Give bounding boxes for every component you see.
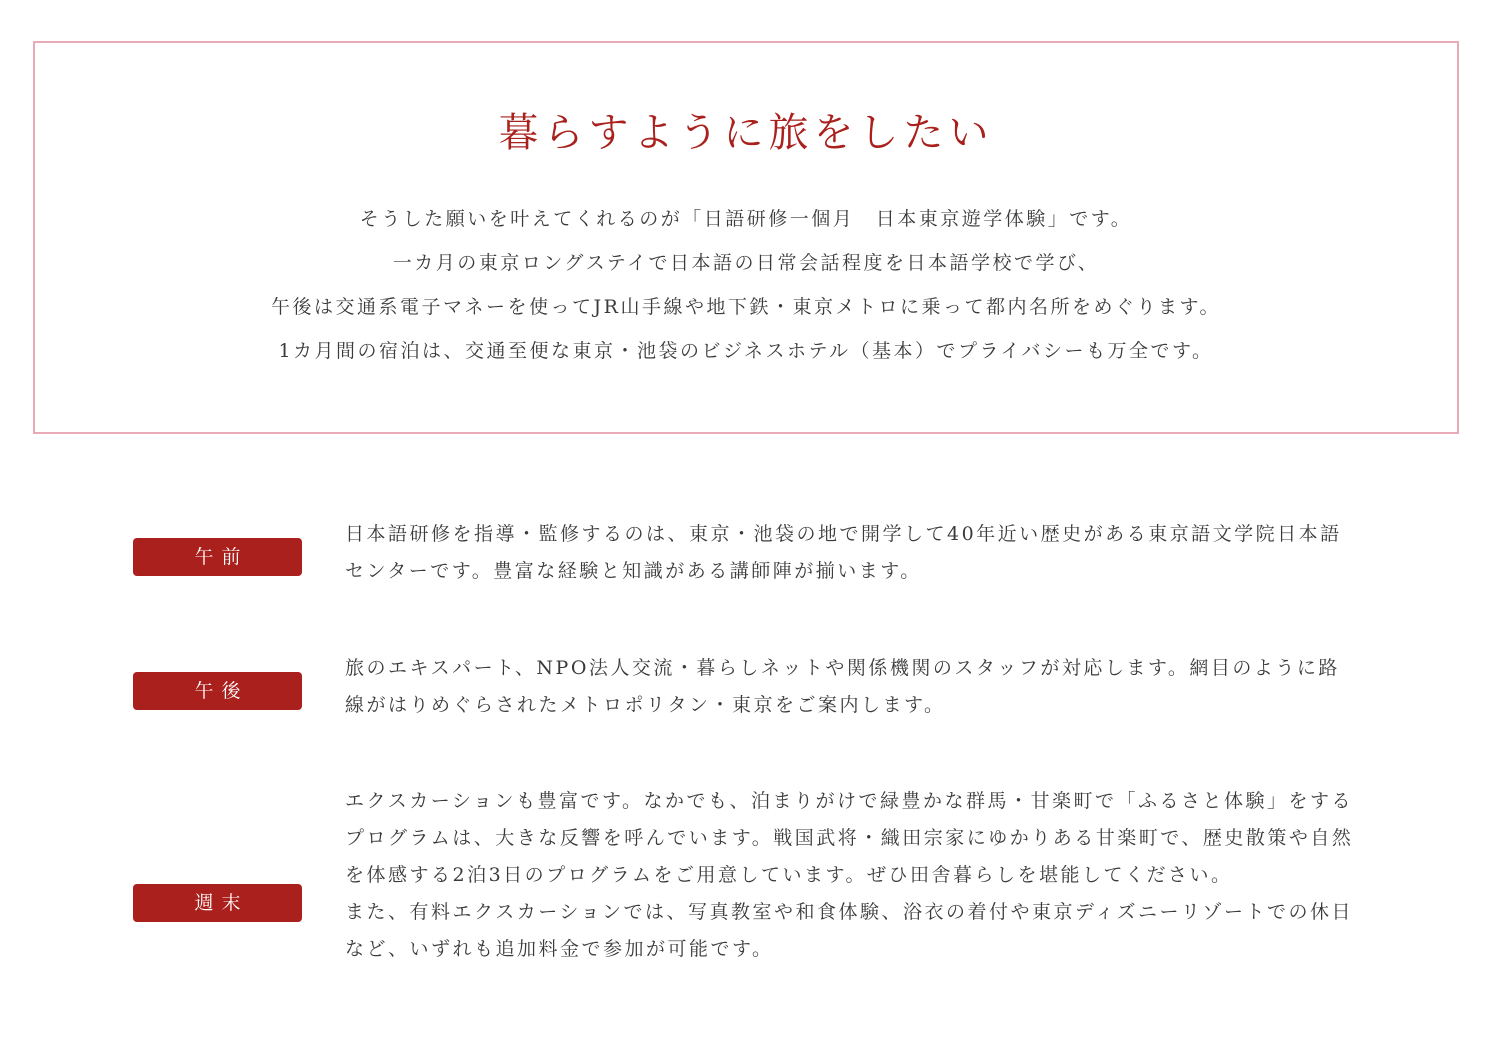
intro-line-4: 1カ月間の宿泊は、交通至便な東京・池袋のビジネスホテル（基本）でプライバシーも万全です。 [278, 340, 1214, 362]
section-paragraph: また、有料エクスカーションでは、写真教室や和食体験、浴衣の着付や東京ディズニーリゾートでの休日など、いずれも追加料金で参加が可能です。 [345, 901, 1354, 960]
section-paragraph: エクスカーションも豊富です。なかでも、泊まりがけで緑豊かな群馬・甘楽町で「ふるさと体験」をするプログラムは、大きな反響を呼んでいます。戦国武将・織田宗家にゆかりある甘楽町で、歴史散策や自然を体感する2泊3日のプログラムをご用意しています。ぜひ田舎暮らしを堪能してください。 [345, 790, 1354, 886]
intro-text [35, 197, 1457, 373]
section-paragraph: 日本語研修を指導・監修するのは、東京・池袋の地で開学して40年近い歴史がある東京語文学院日本語センターです。豊富な経験と知識がある講師陣が揃います。 [345, 523, 1342, 582]
section-badge-afternoon: 午後 [133, 672, 302, 710]
intro-box [33, 41, 1459, 434]
section-text-weekend [345, 783, 1355, 968]
intro-line-1: そうした願いを叶えてくれるのが「日語研修一個月 日本東京遊学体験」です。 [359, 208, 1133, 230]
section-text-afternoon [345, 650, 1355, 724]
section-badge-morning: 午前 [133, 538, 302, 576]
intro-line-2: 一カ月の東京ロングステイで日本語の日常会話程度を日本語学校で学び、 [392, 252, 1100, 274]
section-text-morning [345, 516, 1355, 590]
section-paragraph: 旅のエキスパート、NPO法人交流・暮らしネットや関係機関のスタッフが対応します。網目のように路線がはりめぐらされたメトロポリタン・東京をご案内します。 [345, 657, 1340, 716]
section-badge-weekend: 週末 [133, 884, 302, 922]
intro-line-3: 午後は交通系電子マネーを使ってJR山手線や地下鉄・東京メトロに乗って都内名所をめぐります。 [271, 296, 1221, 318]
page-title: 暮らすように旅をしたい [498, 110, 994, 156]
